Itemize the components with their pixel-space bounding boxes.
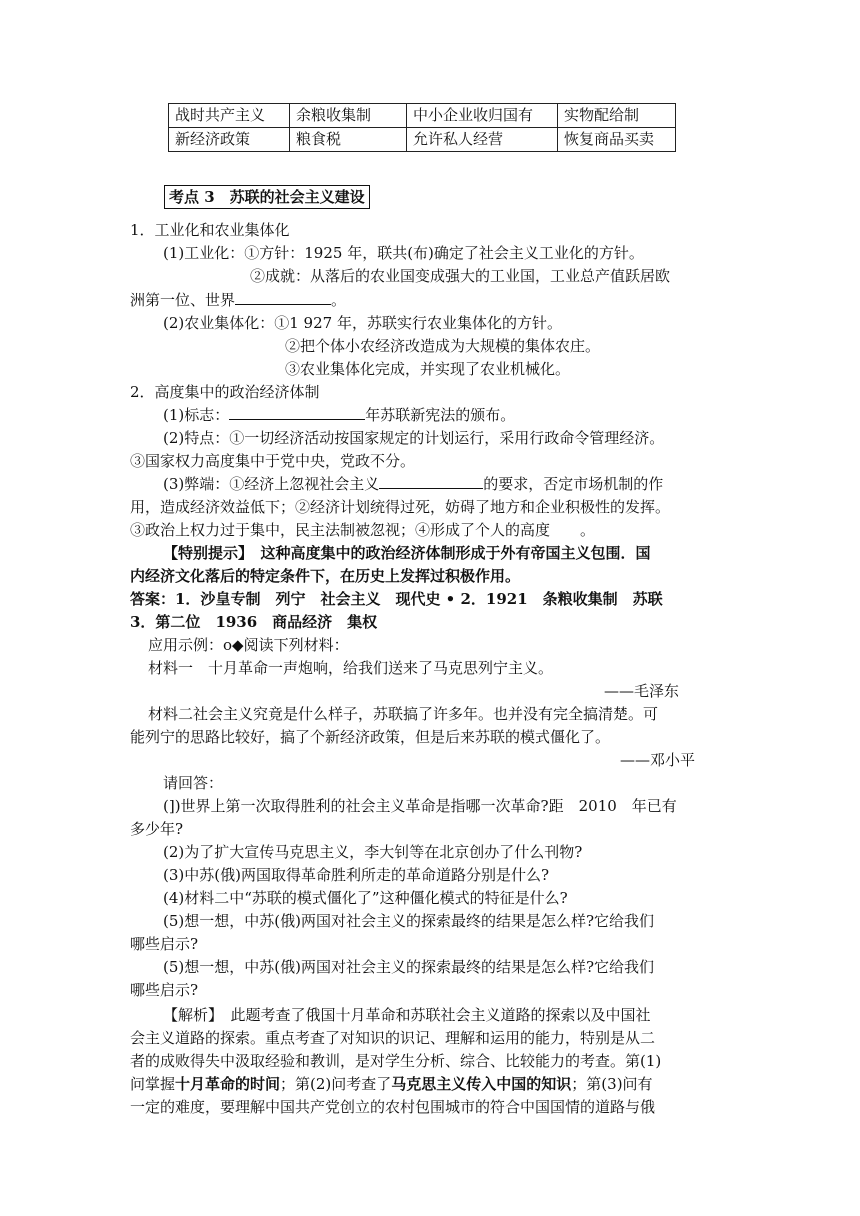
table-row: [169, 128, 676, 152]
question-line: 哪些启示?: [130, 935, 199, 953]
text-fragment: 年苏联新宪法的颁布。: [365, 406, 516, 424]
table-cell: 恢复商品买卖: [558, 128, 676, 152]
question-prompt: 请回答：: [163, 774, 224, 792]
example-heading: 应用示例：o◆阅读下列材料：: [148, 636, 349, 654]
analysis-line: 会主义道路的探索。重点考查了对知识的识记、理解和运用的能力，特别是从二: [130, 1029, 656, 1047]
emphasis-text: 十月革命的时间: [175, 1075, 281, 1093]
table-row: [169, 104, 676, 128]
question-line: (5)想一想，中苏(俄)两国对社会主义的探索最终的结果是怎么样?它给我们: [163, 958, 654, 976]
text-line: (2)特点：①一切经济活动按国家规定的计划运行，采用行政命令管理经济。: [163, 429, 665, 447]
text-fragment: 的要求，否定市场机制的作: [483, 475, 664, 493]
section-title: 考点 3 苏联的社会主义建设: [164, 185, 370, 209]
question-line: 哪些启示?: [130, 981, 199, 999]
table-cell: 战时共产主义: [169, 104, 290, 128]
text-line: ③政治上权力过于集中，民主法制被忽视；④形成了个人的高度 。: [130, 521, 596, 539]
text-line: ③农业集体化完成，并实现了农业机械化。: [285, 360, 571, 378]
special-note: 【特别提示】 这种高度集中的政治经济体制形成于外有帝国主义包围．国: [163, 544, 651, 562]
table-cell: 余粮收集制: [290, 104, 407, 128]
question-line: 多少年?: [130, 820, 184, 838]
analysis-line: 一定的难度，要理解中国共产党创立的农村包围城市的符合中国国情的道路与俄: [130, 1098, 656, 1116]
emphasis-text: 马克思主义传入中国的知识: [391, 1075, 572, 1093]
text-fragment: 。: [331, 291, 347, 309]
table-cell: 中小企业收归国有: [407, 104, 558, 128]
question-line: (3)中苏(俄)两国取得革命胜利所走的革命道路分别是什么?: [163, 866, 549, 884]
text-fragment: 洲第一位、世界: [130, 291, 236, 309]
question-line: (4)材料二中“苏联的模式僵化了”这种僵化模式的特征是什么?: [163, 889, 568, 907]
heading-1: 1．工业化和农业集体化: [130, 221, 290, 239]
analysis-line: 者的成败得失中汲取经验和教训，是对学生分析、综合、比较能力的考查。第(1): [130, 1052, 662, 1070]
answer-line: 3．第二位 1936 商品经济 集权: [130, 613, 378, 631]
fill-blank: [229, 405, 365, 420]
heading-2: 2．高度集中的政治经济体制: [130, 383, 320, 401]
table-cell: 实物配给制: [558, 104, 676, 128]
table-cell: 粮食税: [290, 128, 407, 152]
text-fragment: ；第(3)问有: [571, 1075, 653, 1093]
text-line: [163, 474, 663, 494]
text-line: ③国家权力高度集中于党中央，党政不分。: [130, 452, 416, 470]
answer-line: 答案：1．沙皇专制 列宁 社会主义 现代史 • 2．1921 条粮收集制 苏联: [130, 590, 663, 608]
text-fragment: ；第(2)问考查了: [280, 1075, 392, 1093]
text-line: [163, 405, 515, 425]
text-line: (1)工业化：①方针：1925 年，联共(布)确定了社会主义工业化的方针。: [163, 244, 644, 262]
text-line: [130, 290, 346, 310]
text-fragment: 问掌握: [130, 1075, 176, 1093]
question-line: (2)为了扩大宣传马克思主义，李大钊等在北京创办了什么刊物?: [163, 843, 583, 861]
question-line: (5)想一想，中苏(俄)两国对社会主义的探索最终的结果是怎么样?它给我们: [163, 912, 654, 930]
question-line: (])世界上第一次取得胜利的社会主义革命是指哪一次革命?距 2010 年已有: [163, 797, 677, 815]
table-cell: 新经济政策: [169, 128, 290, 152]
material-line: 能列宁的思路比较好，搞了个新经济政策，但是后来苏联的模式僵化了。: [130, 728, 611, 746]
attribution: ——邓小平: [620, 751, 696, 769]
text-line: ②把个体小农经济改造成为大规模的集体农庄。: [285, 337, 601, 355]
policy-comparison-table: [168, 103, 676, 152]
material-line: 材料二社会主义究竟是什么样子，苏联搞了许多年。也并没有完全搞清楚。可: [148, 705, 659, 723]
analysis-line: [130, 1074, 653, 1094]
table-cell: 允许私人经营: [407, 128, 558, 152]
text-fragment: (3)弊端：①经济上忽视社会主义: [163, 475, 380, 493]
analysis-line: 【解析】 此题考查了俄国十月革命和苏联社会主义道路的探索以及中国社: [163, 1006, 651, 1024]
fill-blank: [379, 474, 483, 489]
text-fragment: (1)标志：: [163, 406, 230, 424]
attribution: ——毛泽东: [604, 682, 680, 700]
text-line: ②成就：从落后的农业国变成强大的工业国，工业总产值跃居欧: [250, 267, 671, 285]
material-line: 材料一 十月革命一声炮响，给我们送来了马克思列宁主义。: [148, 659, 554, 677]
text-line: 用，造成经济效益低下；②经济计划统得过死，妨碍了地方和企业积极性的发挥。: [130, 498, 671, 516]
special-note: 内经济文化落后的特定条件下，在历史上发挥过积极作用。: [130, 567, 521, 585]
text-line: (2)农业集体化：①1 927 年，苏联实行农业集体化的方针。: [163, 314, 562, 332]
fill-blank: [235, 290, 331, 305]
